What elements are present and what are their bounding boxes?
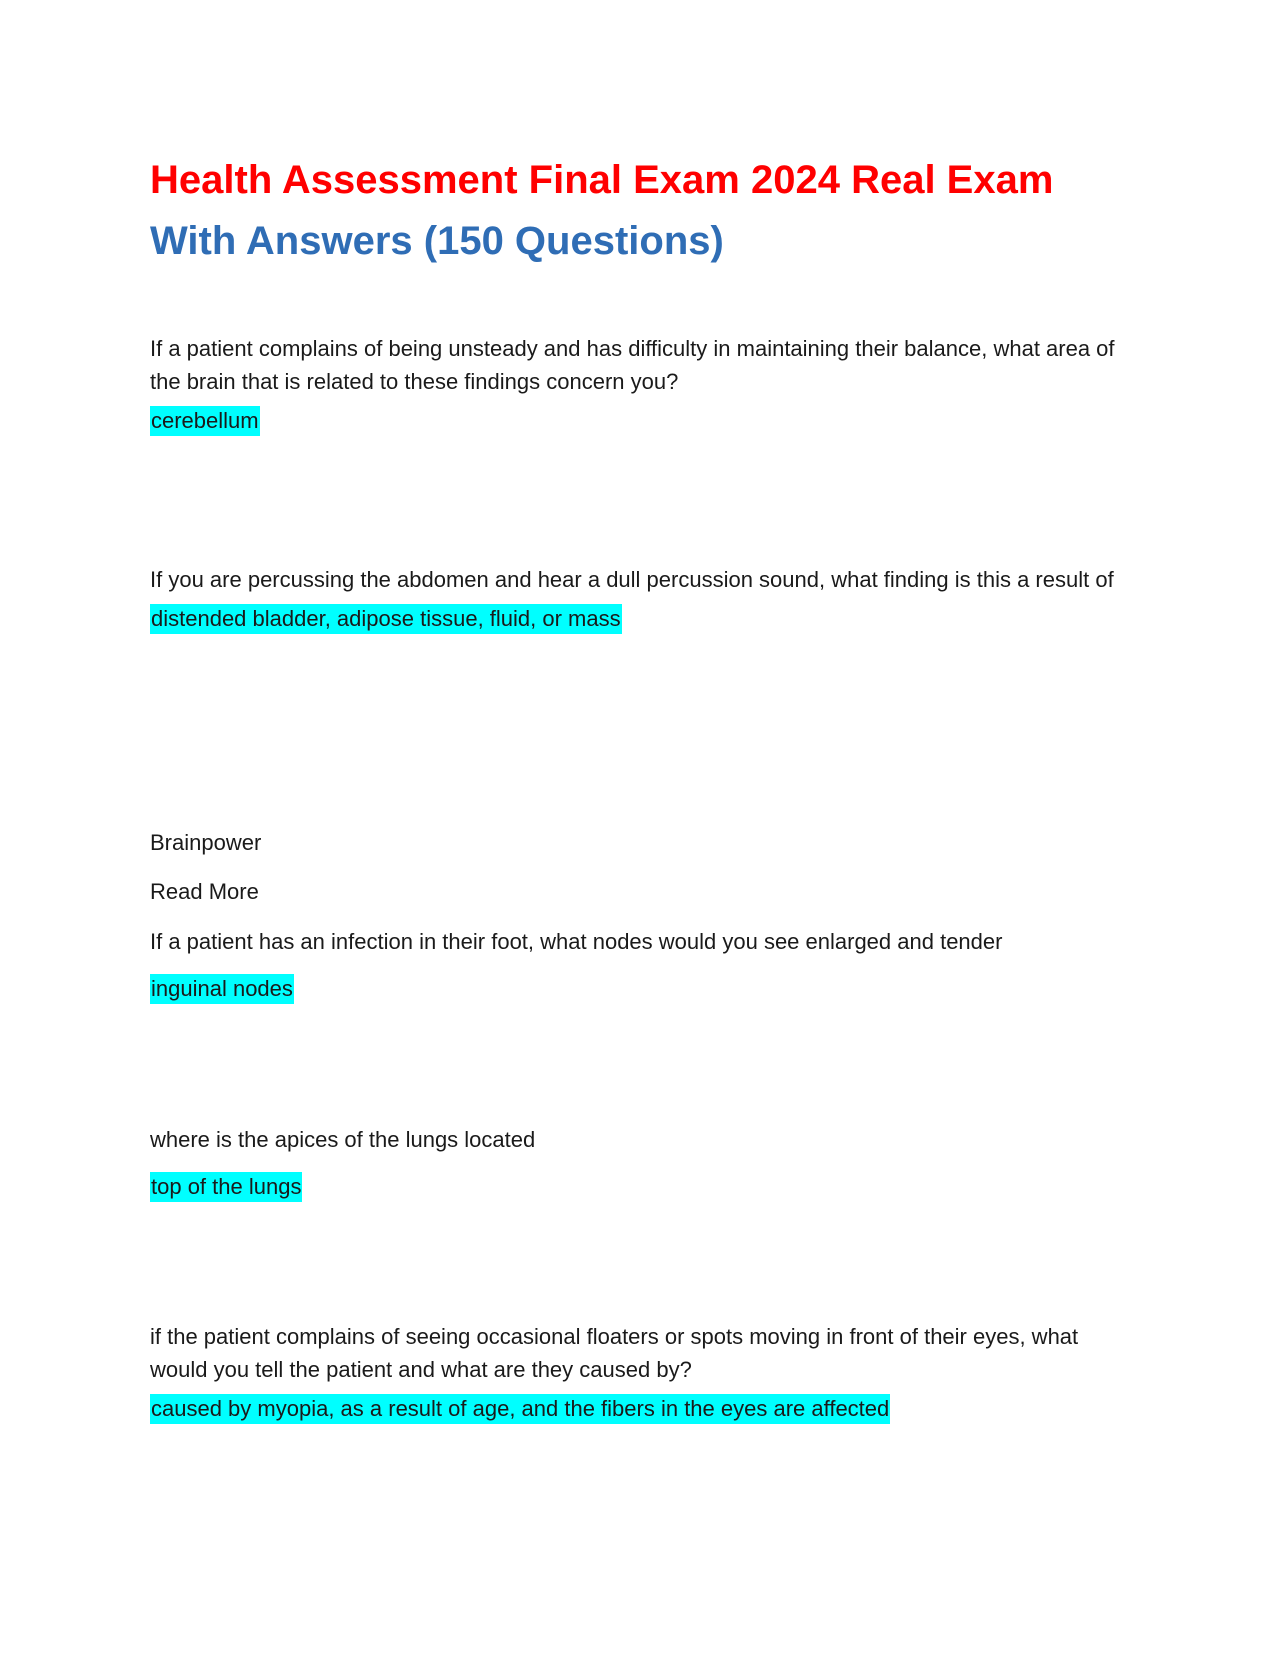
read-more-link[interactable]: Read More	[150, 879, 259, 904]
brand-label: Brainpower	[150, 830, 262, 855]
answer-highlight: distended bladder, adipose tissue, fluid, or mass	[150, 604, 622, 634]
qa-item-5	[150, 1320, 1120, 1424]
question-text: If a patient complains of being unsteady and has difficulty in maintaining their balance, what area of the brain that is related to these findings concern you?	[150, 336, 1115, 394]
question-text: if the patient complains of seeing occasional floaters or spots moving in front of their eyes, what would you tell the patient and what are they caused by?	[150, 1324, 1079, 1382]
qa-item-4	[150, 1123, 1120, 1202]
answer-highlight: top of the lungs	[150, 1172, 302, 1202]
answer-highlight: caused by myopia, as a result of age, and the fibers in the eyes are affected	[150, 1394, 890, 1424]
promo-insert	[150, 826, 1120, 908]
title-line-2: With Answers (150 Questions)	[150, 219, 724, 263]
question-text: If a patient has an infection in their foot, what nodes would you see enlarged and tender	[150, 929, 1003, 954]
question-text: If you are percussing the abdomen and hear a dull percussion sound, what finding is this a result of	[150, 567, 1114, 592]
document-content	[150, 150, 1120, 1421]
answer-highlight: cerebellum	[150, 406, 260, 436]
question-text: where is the apices of the lungs located	[150, 1127, 536, 1152]
qa-item-2	[150, 563, 1120, 634]
document-title	[150, 150, 1120, 272]
qa-item-3	[150, 925, 1120, 1004]
title-line-1: Health Assessment Final Exam 2024 Real Exam	[150, 158, 1054, 202]
answer-highlight: inguinal nodes	[150, 974, 294, 1004]
qa-item-1	[150, 332, 1120, 436]
